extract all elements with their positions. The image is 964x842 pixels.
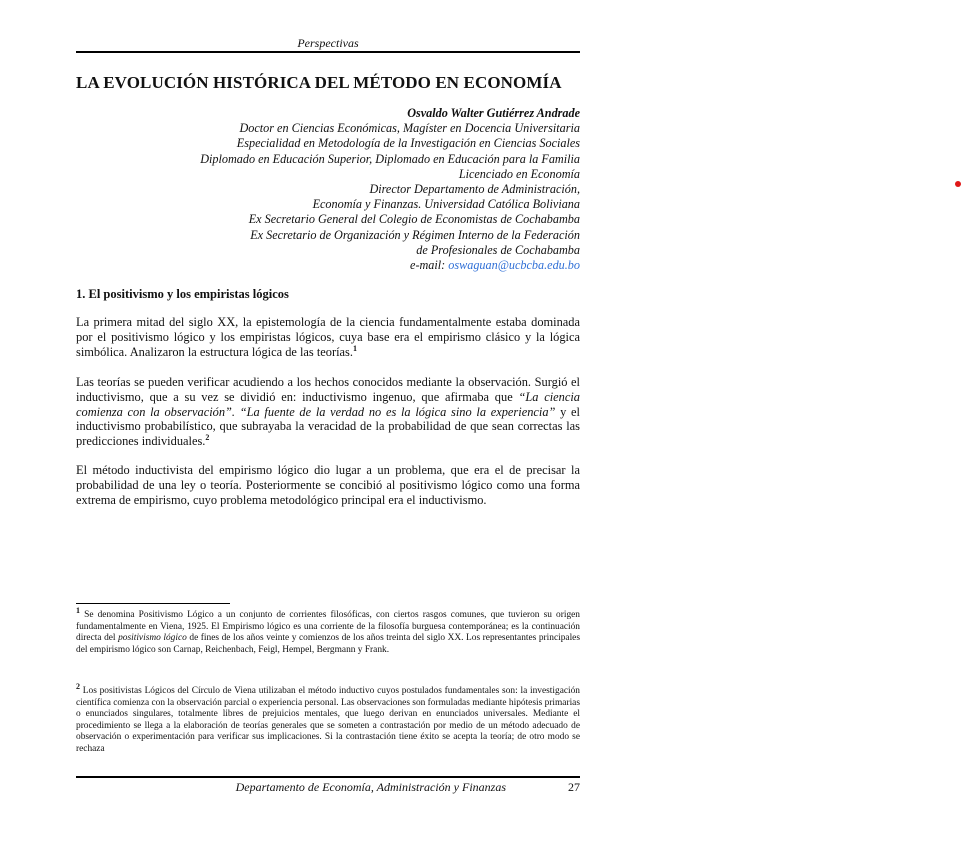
paragraph-1	[76, 315, 580, 359]
author-name: Osvaldo Walter Gutiérrez Andrade	[407, 106, 580, 120]
footer-rule	[76, 776, 580, 778]
footnote-2	[76, 681, 580, 756]
paragraph-text: Las teorías se pueden verificar acudiendo a los hechos conocidos mediante la observación. Surgió el inductivismo, que a su vez se dividió en: inductivismo ingenuo, que afirmaba que	[76, 375, 580, 404]
author-email-line	[140, 258, 580, 273]
header-rule	[76, 51, 580, 53]
quote-text: “La ciencia comienza con la observación”. “La fuente de la verdad no es la lógica sino la experiencia”	[76, 389, 580, 419]
running-header: Perspectivas	[297, 36, 359, 50]
author-credential: Ex Secretario General del Colegio de Economistas de Cochabamba	[248, 212, 580, 227]
paragraph-3: El método inductivista del empirismo lógico dio lugar a un problema, que era el de precisar la probabilidad de una ley o teoría. Posteriormente se concibió al positivismo lógico como una forma extrema de empirismo, cuyo problema metodológico principal era el inductivismo.	[76, 463, 580, 507]
author-block	[140, 106, 580, 273]
page-number: 27	[568, 780, 580, 794]
author-email-link[interactable]: oswaguan@ucbcba.edu.bo	[448, 258, 580, 273]
footnote-text: Los positivistas Lógicos del Círculo de Viena utilizaban el método inductivo cuyos postulados fundamentales son: la investigación científica comienza con la observación parcial o experiencia personal. Las observaciones son formuladas mediante hipótesis primarias o enunciados singulares, totalmente libres de prejuicios mentales, que luego derivan en enunciados universales. Mediante el procedimiento se llega a la elaboración de teorías generales que se someten a contrastación por medio de un método adecuado de observación o experimentación para verificar sus implicaciones. Si la contrastación tiene éxito se acepta la teoría; de otro modo se rechaza	[76, 686, 580, 754]
section-heading: 1. El positivismo y los empiristas lógicos	[76, 287, 289, 301]
author-credential: Director Departamento de Administración,	[369, 182, 580, 197]
author-credential: Ex Secretario de Organización y Régimen Interno de la Federación	[250, 227, 580, 242]
red-dot-marker	[955, 181, 961, 187]
footnote-text: Se denomina Positivismo Lógico a un conjunto de corrientes filosóficas, con ciertos rasgos comunes, que tuvieron su origen fundamentalmente en Viena, 1925. El Empirismo lógico es una corriente de la filosofía burguesa contemporánea; es la continuación directa del	[76, 610, 580, 644]
footnote-1	[76, 605, 580, 656]
footnote-number: 1	[76, 605, 80, 615]
footnote-ref-2[interactable]: 2	[205, 433, 210, 443]
paragraph-text: y el inductivismo probabilístico, que subrayaba la veracidad de la probabilidad de que sean correctas las predicciones individuales.	[76, 404, 580, 449]
author-credential: Diplomado en Educación Superior, Diplomado en Educación para la Familia	[200, 151, 580, 166]
footer-department: Departamento de Economía, Administración y Finanzas	[235, 780, 506, 794]
author-credential: de Profesionales de Cochabamba	[416, 242, 580, 257]
author-credential: Licenciado en Economía	[458, 166, 580, 181]
article-title: LA EVOLUCIÓN HISTÓRICA DEL MÉTODO EN ECONOMÍA	[76, 73, 562, 92]
email-label: e-mail:	[410, 258, 446, 273]
footnote-italic: positivismo lógico	[118, 633, 187, 644]
paragraph-2	[76, 375, 580, 449]
paragraph-text: La primera mitad del siglo XX, la epistemología de la ciencia fundamentalmente estaba dominada por el positivismo lógico y los empiristas lógicos, cuya base era el empirismo clásico y la lógica simbólica. Analizaron la estructura lógica de las teorías.	[76, 315, 580, 359]
footnote-number: 2	[76, 681, 80, 691]
author-credential: Economía y Finanzas. Universidad Católica Boliviana	[312, 197, 580, 212]
footnote-text: de fines de los años veinte y comienzos de los años treinta del siglo XX. Los representantes principales del empirismo lógico son Carnap, Reichenbach, Feigl, Hempel, Bergmann y Frank.	[76, 633, 580, 655]
footnote-ref-1[interactable]: 1	[352, 343, 357, 353]
author-credential: Doctor en Ciencias Económicas, Magíster en Docencia Universitaria	[239, 121, 580, 136]
footnote-separator	[76, 603, 230, 604]
author-credential: Especialidad en Metodología de la Investigación en Ciencias Sociales	[236, 136, 580, 151]
